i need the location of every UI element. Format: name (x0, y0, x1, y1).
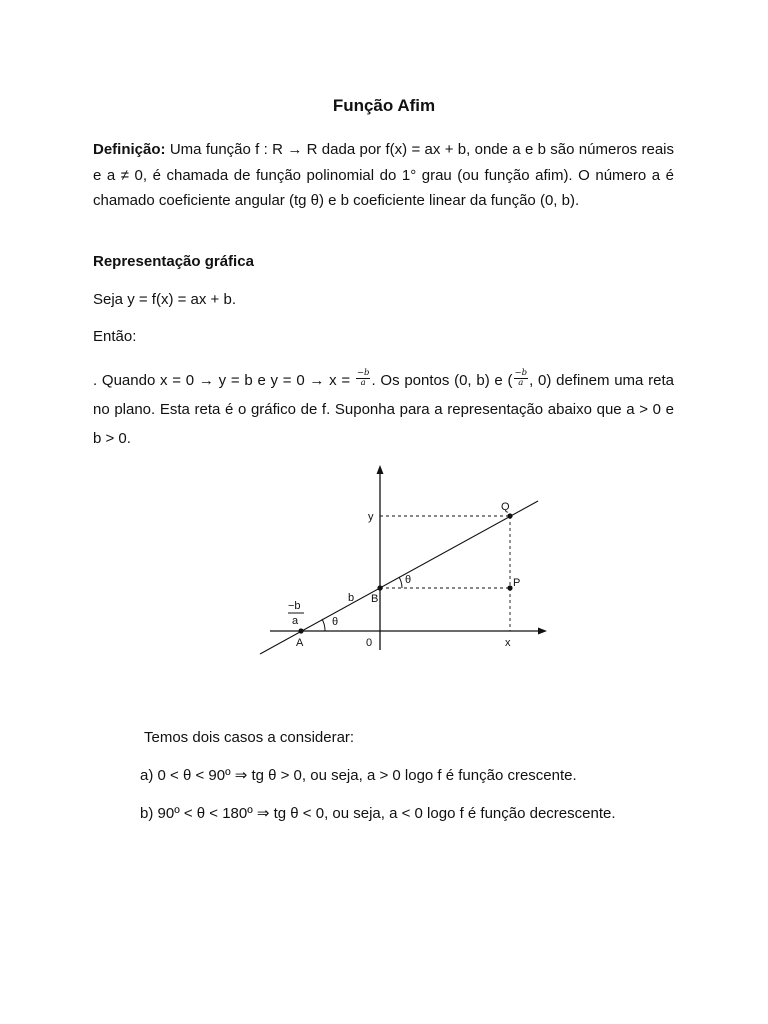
affine-function-graph (250, 460, 560, 660)
over-a-label: a (292, 615, 299, 627)
entao-line: Então: (93, 328, 137, 345)
point-q-label: Q (501, 501, 510, 513)
cases-intro: Temos dois casos a considerar: (144, 729, 355, 746)
case-b: b) 90º < θ < 180º ⇒ tg θ < 0, ou seja, a < 0 logo f é função decrescente. (140, 805, 616, 822)
page-title: Função Afim (332, 96, 436, 115)
case-a: a) 0 < θ < 90º ⇒ tg θ > 0, ou seja, a > 0 logo f é função crescente. (140, 767, 577, 784)
theta-label-at-a: θ (332, 616, 339, 628)
quando-paragraph (93, 366, 674, 453)
fraction-minus-b-over-a (514, 369, 529, 388)
theta-label-at-b: θ (405, 574, 412, 586)
definition-paragraph (93, 137, 674, 214)
origin-label: 0 (366, 637, 373, 649)
section-heading: Representação gráfica (93, 253, 254, 270)
y-axis-arrow-icon (377, 465, 384, 474)
quando-text-2: . Os pontos (0, b) e ( (371, 372, 513, 389)
point-p-dot (507, 585, 512, 590)
point-p-label: P (513, 577, 521, 589)
fraction-minus-b-over-a (356, 369, 371, 388)
definition-text: Uma função f : R → R dada por f(x) = ax + b, onde a e b são números reais e a ≠ 0, é chamada de função polinomial do 1° grau (ou função afim). O número a é chamado coeficiente angular (tg θ) e b coeficiente linear da função (0, b). (93, 141, 674, 209)
fraction-denominator: a (518, 377, 524, 388)
fraction-denominator: a (360, 377, 366, 388)
point-a-dot (298, 628, 303, 633)
definition-label: Definição: (93, 141, 166, 158)
point-a-label: A (296, 637, 304, 649)
x-axis-arrow-icon (538, 628, 547, 635)
seja-line: Seja y = f(x) = ax + b. (93, 291, 236, 308)
point-b-dot (377, 585, 382, 590)
quando-text-1: . Quando x = 0 → y = b e y = 0 → x = (93, 372, 355, 389)
point-q-dot (507, 513, 512, 518)
angle-arc-at-b (399, 577, 402, 588)
minus-b-label: −b (288, 600, 301, 612)
point-b-label: B (371, 593, 379, 605)
segment-b-label: b (348, 592, 355, 604)
y-axis-label: y (368, 511, 374, 523)
quando-text-3: , 0) definem uma reta no plano. Esta reta é o gráfico de f. Suponha para a representação abaixo que a > 0 e b > 0. (93, 372, 674, 447)
angle-arc-at-a (322, 619, 325, 631)
fraction-numerator: −b (356, 367, 370, 378)
fraction-numerator: −b (514, 367, 528, 378)
x-axis-label: x (505, 637, 511, 649)
